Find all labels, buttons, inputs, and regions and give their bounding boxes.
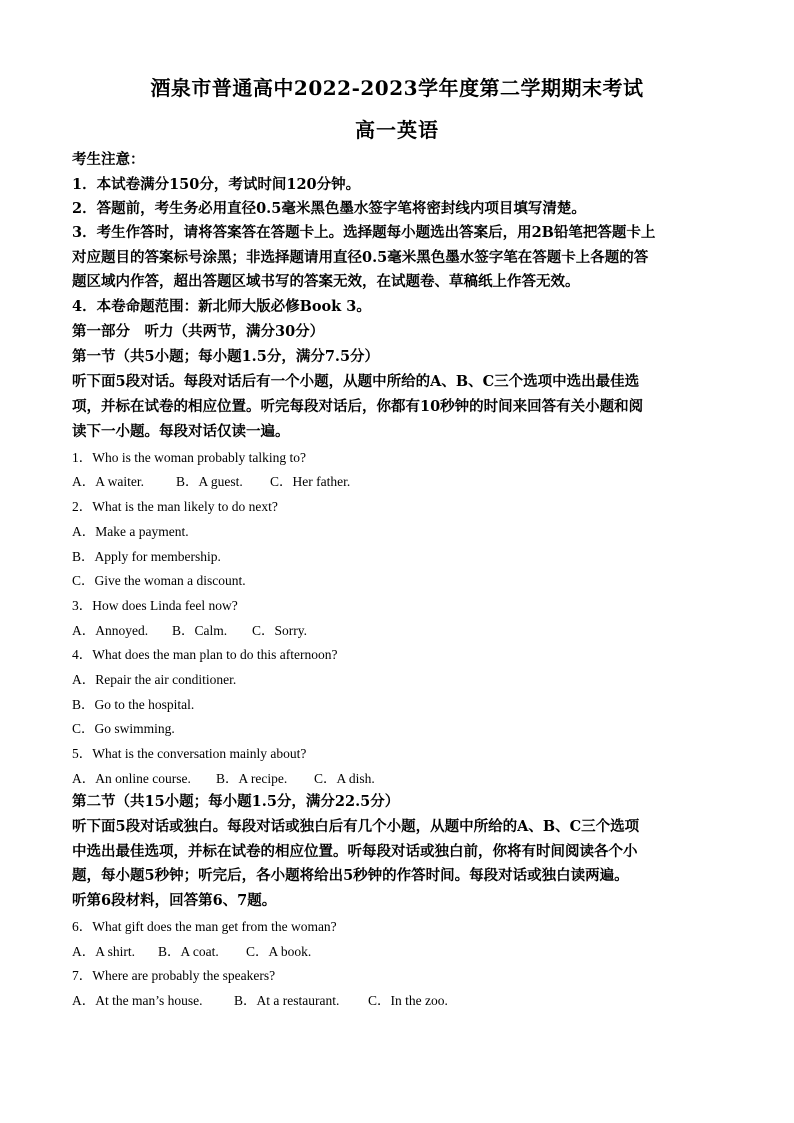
notice-item-3-line-1: 3．考生作答时，请将答案答在答题卡上。选择题每小题选出答案后，用2B铅笔把答题卡上 <box>72 224 656 241</box>
question-4-option-b: B．Go to the hospital. <box>72 697 195 712</box>
notice-item-3-line-2: 对应题目的答案标号涂黑；非选择题请用直径0.5毫米黑色墨水签字笔在答题卡上各题的答 <box>72 249 649 266</box>
section2-instruction-line-1: 听下面5段对话或独白。每段对话或独白后有几个小题，从题中所给的A、B、C三个选项 <box>72 818 640 835</box>
question-7-option-c: C．In the zoo. <box>368 993 448 1008</box>
question-6-option-c: C．A book. <box>246 944 312 959</box>
section2-instruction-line-3: 题，每小题5秒钟；听完后，各小题将给出5秒钟的作答时间。每段对话或独白读两遍。 <box>72 867 629 884</box>
question-6: 6．What gift does the man get from the woman? <box>72 919 337 934</box>
question-3-options <box>72 619 307 639</box>
section2-instruction-line-4: 听第6段材料，回答第6、7题。 <box>72 892 277 909</box>
question-1-option-c: C．Her father. <box>270 474 351 489</box>
part1-heading: 第一部分 听力（共两节，满分30分） <box>72 323 325 340</box>
question-6-options <box>72 940 311 960</box>
notice-item-1: 1．本试卷满分150分，考试时间120分钟。 <box>72 176 361 193</box>
notice-heading: 考生注意： <box>72 151 145 168</box>
question-6-option-a: A．A shirt. <box>72 944 136 959</box>
question-3: 3．How does Linda feel now? <box>72 598 238 613</box>
question-1: 1．Who is the woman probably talking to? <box>72 450 306 465</box>
exam-title: 酒泉市普通高中2022-2023学年度第二学期期末考试 <box>150 76 644 100</box>
question-7-option-b: B．At a restaurant. <box>234 993 340 1008</box>
question-4: 4．What does the man plan to do this afternoon? <box>72 647 338 662</box>
question-5: 5．What is the conversation mainly about? <box>72 746 307 761</box>
section1-heading: 第一节（共5小题；每小题1.5分，满分7.5分） <box>72 348 380 365</box>
question-5-option-b: B．A recipe. <box>216 771 288 786</box>
question-5-option-c: C．A dish. <box>314 771 375 786</box>
question-3-option-c: C．Sorry. <box>252 623 308 638</box>
notice-item-4: 4．本卷命题范围：新北师大版必修Book 3。 <box>72 298 371 315</box>
question-2-option-b: B．Apply for membership. <box>72 549 221 564</box>
section2-heading: 第二节（共15小题；每小题1.5分，满分22.5分） <box>72 793 400 810</box>
section2-instruction-line-2: 中选出最佳选项，并标在试卷的相应位置。听每段对话或独白前，你将有时间阅读各个小 <box>72 843 638 860</box>
question-2-option-a: A．Make a payment. <box>72 524 189 539</box>
question-7: 7．Where are probably the speakers? <box>72 968 276 983</box>
question-5-option-a: A．An online course. <box>72 771 191 786</box>
question-2-option-c: C．Give the woman a discount. <box>72 573 246 588</box>
question-3-option-b: B．Calm. <box>172 623 228 638</box>
section1-instruction-line-2: 项，并标在试卷的相应位置。听完每段对话后，你都有10秒钟的时间来回答有关小题和阅 <box>72 398 644 415</box>
question-5-options <box>72 767 375 787</box>
question-7-option-a: A．At the man’s house. <box>72 993 203 1008</box>
question-1-option-b: B．A guest. <box>176 474 243 489</box>
question-1-options <box>72 470 350 490</box>
exam-subtitle: 高一英语 <box>355 118 439 142</box>
question-1-option-a: A．A waiter. <box>72 474 144 489</box>
section1-instruction-line-3: 读下一小题。每段对话仅读一遍。 <box>72 423 290 440</box>
notice-item-2: 2．答题前，考生务必用直径0.5毫米黑色墨水签字笔将密封线内项目填写清楚。 <box>72 200 586 217</box>
question-6-option-b: B．A coat. <box>158 944 219 959</box>
question-4-option-c: C．Go swimming. <box>72 721 175 736</box>
question-2: 2．What is the man likely to do next? <box>72 499 278 514</box>
question-3-option-a: A．Annoyed. <box>72 623 149 638</box>
section1-instruction-line-1: 听下面5段对话。每段对话后有一个小题，从题中所给的A、B、C三个选项中选出最佳选 <box>72 373 640 390</box>
notice-item-3-line-3: 题区域内作答，超出答题区域书写的答案无效，在试题卷、草稿纸上作答无效。 <box>72 273 580 290</box>
question-4-option-a: A．Repair the air conditioner. <box>72 672 237 687</box>
question-7-options <box>72 989 448 1009</box>
